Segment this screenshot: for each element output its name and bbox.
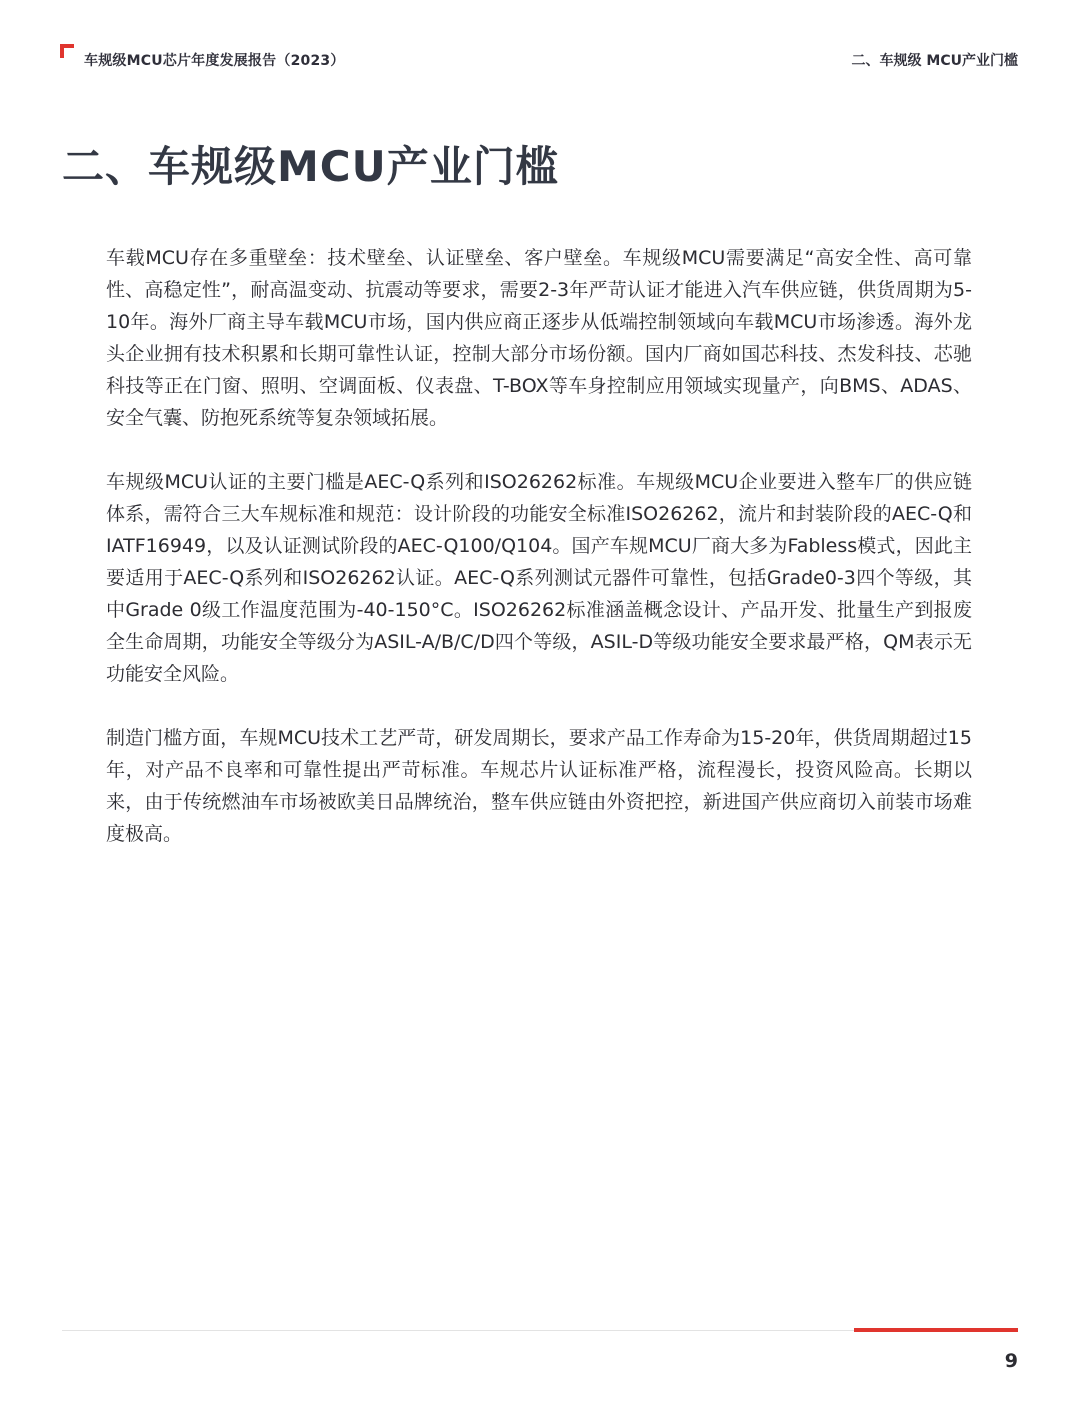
corner-mark-icon bbox=[60, 44, 76, 60]
report-title: 车规级MCU芯片年度发展报告（2023） bbox=[84, 53, 345, 69]
body-text bbox=[106, 242, 972, 882]
paragraph: 制造门槛方面，车规MCU技术工艺严苛，研发周期长，要求产品工作寿命为15-20年，供货周期超过15年，对产品不良率和可靠性提出严苛标准。车规芯片认证标准严格，流程漫长，投资风险高。长期以来，由于传统燃油车市场被欧美日品牌统治，整车供应链由外资把控，新进国产供应商切入前装市场难度极高。 bbox=[106, 727, 972, 845]
footer-accent-bar bbox=[854, 1328, 1018, 1332]
paragraph: 车规级MCU认证的主要门槛是AEC-Q系列和ISO26262标准。车规级MCU企业要进入整车厂的供应链体系，需符合三大车规标准和规范：设计阶段的功能安全标准ISO26262，流片和封装阶段的AEC-Q和IATF16949，以及认证测试阶段的AEC-Q100/Q104。国产车规MCU厂商大多为Fabless模式，因此主要适用于AEC-Q系列和ISO26262认证。AEC-Q系列测试元器件可靠性，包括Grade0-3四个等级，其中Grade 0级工作温度范围为-40-150°C。ISO26262标准涵盖概念设计、产品开发、批量生产到报废全生命周期，功能安全等级分为ASIL-A/B/C/D四个等级，ASIL-D等级功能安全要求最严格，QM表示无功能安全风险。 bbox=[106, 471, 972, 685]
page-number: 9 bbox=[1004, 1350, 1018, 1372]
paragraph: 车载MCU存在多重壁垒：技术壁垒、认证壁垒、客户壁垒。车规级MCU需要满足“高安全性、高可靠性、高稳定性”，耐高温变动、抗震动等要求，需要2-3年严苛认证才能进入汽车供应链，供货周期为5-10年。海外厂商主导车载MCU市场，国内供应商正逐步从低端控制领域向车载MCU市场渗透。海外龙头企业拥有技术积累和长期可靠性认证，控制大部分市场份额。国内厂商如国芯科技、杰发科技、芯驰科技等正在门窗、照明、空调面板、仪表盘、T-BOX等车身控制应用领域实现量产，向BMS、ADAS、安全气囊、防抱死系统等复杂领域拓展。 bbox=[106, 247, 972, 429]
page-title: 二、车规级MCU产业门槛 bbox=[62, 142, 559, 191]
section-label: 二、车规级 MCU产业门槛 bbox=[851, 53, 1018, 69]
